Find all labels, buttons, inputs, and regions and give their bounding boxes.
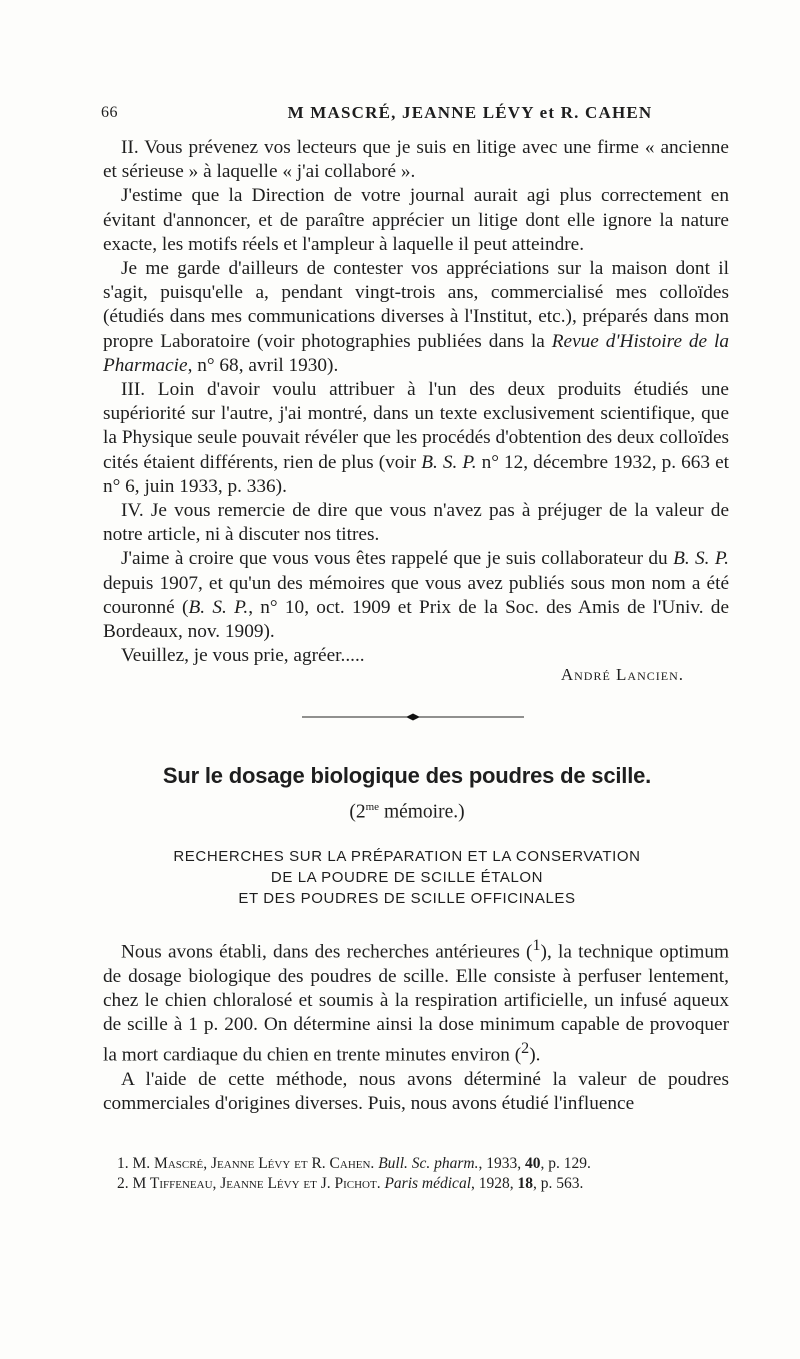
footnote-number: 2. xyxy=(117,1175,129,1192)
letter-paragraph xyxy=(103,378,729,499)
journal-title: Revue d'Histoire de la Pharmacie xyxy=(103,330,729,376)
signature: André Lancien. xyxy=(560,665,684,684)
letter-paragraph: IV. Je vous remercie de dire que vous n'avez pas à préjuger de la valeur de notre article, ni à discuter nos titres. xyxy=(103,500,729,546)
letter-text: , n° 68, avril 1930). xyxy=(187,354,339,376)
footnote-year: , 1928, xyxy=(471,1175,518,1192)
letter-text: Je me garde d'ailleurs de contester vos appréciations sur la maison dont il s'agit, puisqu'elle a, pendant vingt-trois ans, commercialisé mes colloïdes (étudiés dans mes communications diverses à l'Institut, etc.), préparés dans mon propre Laboratoire (voir photographies publiées dans la xyxy=(103,258,729,352)
footnote-ref: 2 xyxy=(521,1040,530,1058)
article-text: ), la technique optimum de dosage biologique des poudres de scille. Elle consiste à perfuser lentement, chez le chien chloralosé et soumis à la respiration artificielle, un infusé aqueux de scille à 1 p. 200. On détermine ainsi la dose minimum capable de provoquer la mort cardiaque du chien en trente minutes environ ( xyxy=(103,941,729,1066)
footnote-journal: Bull. Sc. pharm. xyxy=(378,1155,479,1172)
article-title: Sur le dosage biologique des poudres de scille. xyxy=(162,763,652,788)
letter-paragraph: II. Vous prévenez vos lecteurs que je suis en litige avec une firme « ancienne et sérieuse » à laquelle « j'ai collaboré ». xyxy=(103,137,729,183)
footnote xyxy=(103,1174,729,1194)
footnote-authors: M Tiffeneau, Jeanne Lévy et J. Pichot. xyxy=(132,1175,381,1192)
footnote-number: 1. xyxy=(117,1155,129,1172)
journal-abbrev: B. S. P. xyxy=(421,451,477,473)
footnote-pages: , p. 563. xyxy=(533,1175,584,1192)
subtitle-superscript: me xyxy=(365,801,380,813)
running-title: M MASCRÉ, JEANNE LÉVY et R. CAHEN xyxy=(287,103,653,122)
letter-paragraph: J'estime que la Direction de votre journal aurait agi plus correctement en évitant d'annoncer, et de paraître apprécier un litige dont elle ignore la nature exacte, les motifs réels et l'ampleur à laquelle il peut atteindre. xyxy=(103,185,729,255)
footnote-year: , 1933, xyxy=(478,1155,525,1172)
section-heading-line: RECHERCHES SUR LA PRÉPARATION ET LA CONSERVATION xyxy=(173,848,641,865)
divider-diamond-icon xyxy=(406,714,420,721)
letter-paragraph xyxy=(103,257,729,378)
letter-text: , n° 10, oct. 1909 et Prix de la Soc. des Amis de l'Univ. de Bordeaux, nov. 1909). xyxy=(103,596,730,643)
subtitle-number: (2 xyxy=(349,801,366,823)
article-text: ). xyxy=(529,1044,541,1066)
letter-text: depuis 1907, et qu'un des mémoires que vous avez publiés sous mon nom a été couronné ( xyxy=(103,572,729,618)
journal-abbrev: B. S. P. xyxy=(188,596,249,618)
section-divider xyxy=(302,712,524,722)
journal-abbrev: B. S. P. xyxy=(673,548,729,570)
footnotes xyxy=(103,1154,729,1194)
footnote-volume: 40 xyxy=(525,1155,541,1172)
footnote-ref: 1 xyxy=(532,937,541,954)
letter-closing: Veuillez, je vous prie, agréer..... xyxy=(121,645,365,667)
article-body xyxy=(103,934,729,1116)
letter-text: III. Loin d'avoir voulu attribuer à l'un des deux produits étudiés une supériorité sur l'autre, j'ai montré, dans un texte exclusivement scientifique, que la Physique seule pouvait révéler que les procédés d'obtention des deux colloïdes cités étaient différents, rien de plus (voir xyxy=(103,379,729,473)
letter-paragraph xyxy=(103,547,729,644)
footnote-authors: M. Mascré, Jeanne Lévy et R. Cahen. xyxy=(132,1155,375,1172)
section-heading xyxy=(103,846,711,909)
letter-text: J'aime à croire que vous vous êtes rappelé que je suis collaborateur du xyxy=(121,548,674,570)
article-text: Nous avons établi, dans des recherches antérieures ( xyxy=(121,941,533,963)
page-number: 66 xyxy=(101,104,118,121)
article-paragraph xyxy=(103,934,729,1068)
article-subtitle xyxy=(103,801,711,824)
section-heading-line: DE LA POUDRE DE SCILLE ÉTALON xyxy=(270,869,544,886)
article-paragraph: A l'aide de cette méthode, nous avons déterminé la valeur de poudres commerciales d'origines diverses. Puis, nous avons étudié l'influence xyxy=(103,1068,729,1115)
footnote xyxy=(103,1154,729,1174)
footnote-pages: , p. 129. xyxy=(540,1155,591,1172)
subtitle-text: mémoire.) xyxy=(379,801,465,823)
letter-text: n° 12, décembre 1932, p. 663 et n° 6, juin 1933, p. 336). xyxy=(103,451,730,497)
section-heading-line: ET DES POUDRES DE SCILLE OFFICINALES xyxy=(238,890,576,907)
footnote-journal: Paris médical xyxy=(384,1175,471,1192)
letter-body xyxy=(103,136,729,668)
footnote-volume: 18 xyxy=(517,1175,533,1192)
